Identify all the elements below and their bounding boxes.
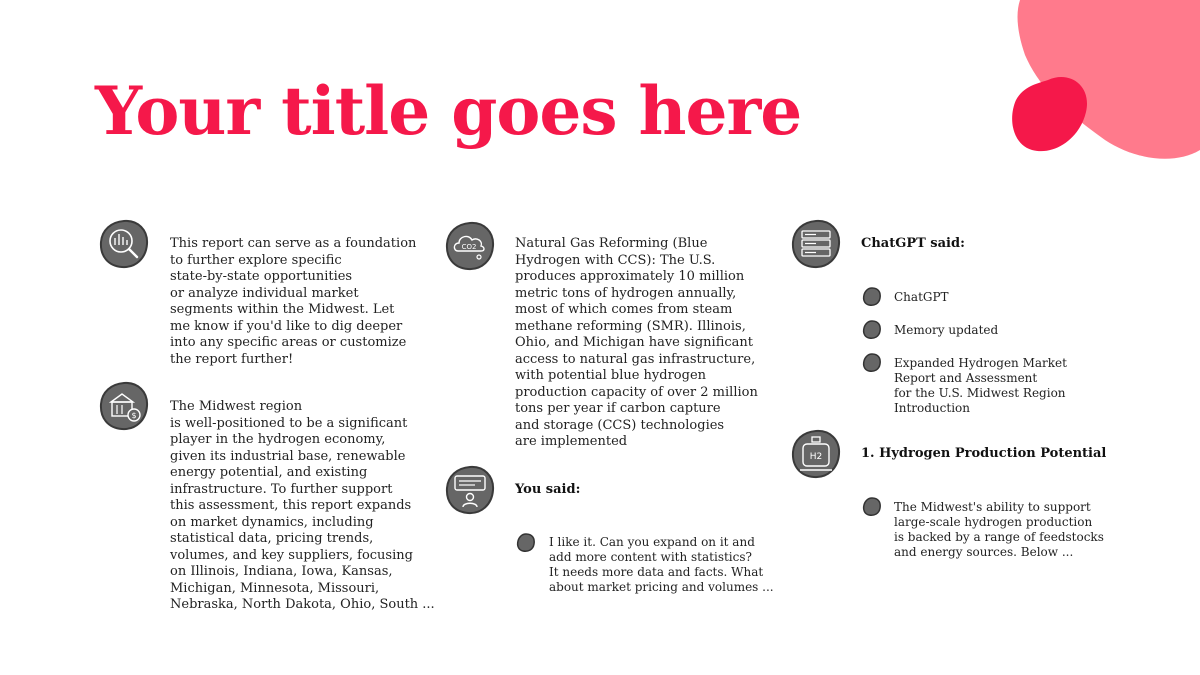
natural-gas-reforming-text: Natural Gas Reforming (Blue Hydrogen with CCS): The U.S. produces approximately 10 million metric tons of hydrogen annually, most of which comes from steam methane reforming (SMR). Illinois, Ohio, and Michigan have significant access to natural gas infrastructure, with potential blue hydrogen production capacity of over 2 million tons per year if carbon capture and storage (CCS) technologies are implemented: [515, 236, 758, 449]
expanded-report-text: Expanded Hydrogen Market Report and Assessment for the U.S. Midwest Region Introduction: [894, 356, 1067, 415]
report-foundation-text: This report can serve as a foundation to further explore specific state-by-state opportunities or analyze individual market segments within the Midwest. Let me know if you'd like to dig deeper into any specific areas or customize the report further!: [170, 236, 417, 367]
decorative-blob-shape: [1000, 0, 1200, 170]
chatgpt-label-text: ChatGPT: [894, 290, 949, 304]
svg-text:CO2: CO2: [461, 243, 477, 251]
slide-title: Your title goes here: [95, 72, 802, 150]
chatgpt-said-heading: ChatGPT said:: [861, 236, 965, 251]
hydrogen-production-heading: 1. Hydrogen Production Potential: [861, 446, 1107, 461]
hydrogen-tank-icon: [790, 428, 842, 480]
svg-text:$: $: [131, 411, 137, 420]
you-said-heading: You said:: [515, 482, 581, 497]
bullet-icon: [862, 320, 882, 340]
svg-text:H2: H2: [809, 452, 823, 462]
memory-updated-text: Memory updated: [894, 323, 999, 337]
user-speech-icon: [444, 464, 496, 516]
building-finance-icon: [98, 380, 150, 432]
user-request-text: I like it. Can you expand on it and add more content with statistics? It needs more data and facts. What about market pricing and volumes ...: [549, 535, 774, 594]
bullet-icon: [516, 533, 536, 553]
server-rack-icon: [790, 218, 842, 270]
bullet-icon: [862, 353, 882, 373]
production-capacity-text: The Midwest's ability to support large-scale hydrogen production is backed by a range of feedstocks and energy sources. Below ...: [894, 500, 1104, 559]
bullet-icon: [862, 497, 882, 517]
bullet-icon: [862, 287, 882, 307]
midwest-region-text: The Midwest region is well-positioned to be a significant player in the hydrogen economy, given its industrial base, renewable energy potential, and existing infrastructure. To further support this assessment, this report expands on market dynamics, including statistical data, pricing trends, volumes, and key suppliers, focusing on Illinois, Indiana, Iowa, Kansas, Michigan, Minnesota, Missouri, Nebraska, North Dakota, Ohio, South ...: [170, 399, 435, 612]
market-analysis-icon: [98, 218, 150, 270]
co2-cloud-icon: [444, 220, 496, 272]
